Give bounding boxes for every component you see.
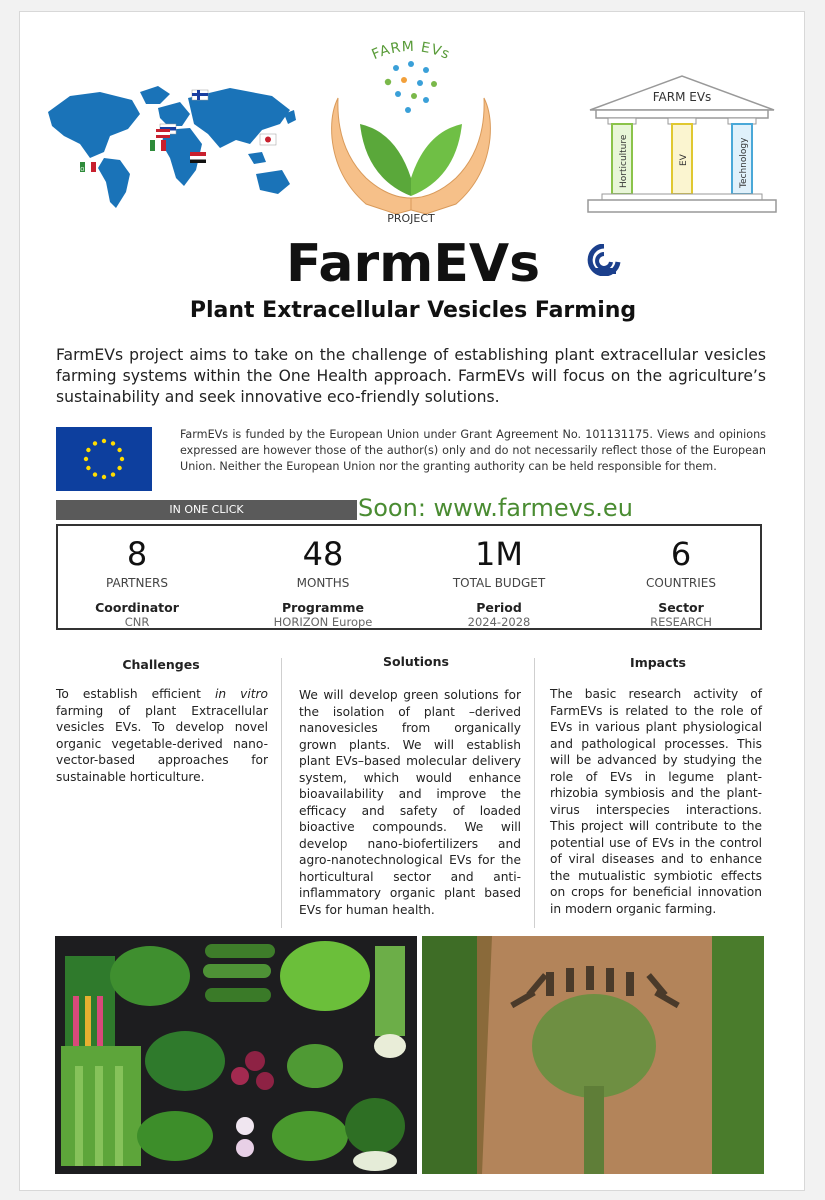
page-title: FarmEVs bbox=[285, 234, 541, 294]
temple-title: FARM EVs bbox=[652, 90, 712, 104]
meta-heading: Coordinator bbox=[95, 600, 179, 615]
stat-budget bbox=[414, 536, 584, 590]
eu-flag-icon bbox=[56, 427, 152, 491]
map-label: ORGOEO bbox=[62, 167, 85, 173]
stat-label: TOTAL BUDGET bbox=[452, 576, 546, 590]
poster-page bbox=[19, 11, 805, 1191]
meta-value: 2024-2028 bbox=[467, 615, 531, 629]
solutions-heading: Solutions bbox=[383, 654, 449, 669]
meta-value: CNR bbox=[124, 615, 150, 629]
intro-paragraph: FarmEVs project aims to take on the challenge of establishing plant extracellular vesicles farming systems within the One Health approach. FarmEVs will focus on the agriculture’s sustainability and seek innovative eco-friendly solutions. bbox=[56, 346, 766, 406]
pillar-technology: Technology bbox=[739, 137, 749, 188]
logo-arc-text: FARM EVs bbox=[369, 38, 453, 64]
logo-project-text: PROJECT bbox=[387, 212, 435, 224]
cnr-logo bbox=[586, 244, 622, 276]
stat-label: PARTNERS bbox=[106, 576, 168, 590]
stat-label: COUNTRIES bbox=[646, 576, 716, 590]
column-divider bbox=[281, 658, 282, 928]
meta-heading: Sector bbox=[658, 600, 704, 615]
stat-value: 1M bbox=[475, 535, 523, 573]
in-one-click-banner: IN ONE CLICK bbox=[56, 500, 357, 520]
impacts-text: The basic research activity of FarmEVs is related to the role of EVs in various plant physiological and pathological processes. This will be advanced by studying the role of EVs in legume plant-rhizobia symbiosis and the plant-virus interspecies interactions. This project will contribute to the potential use of EVs in the control of viral diseases and to enhance the mutualistic symbiotic effects on crops for beneficial innovation in modern organic farming. bbox=[550, 687, 762, 916]
challenges-text-part: farming of plant Extracellular vesicles EVs. To develop novel organic vegetable-derived nano-vector-based approaches for sustainable horticulture. bbox=[56, 703, 268, 784]
world-map-image bbox=[40, 74, 305, 214]
stat-value: 48 bbox=[302, 535, 344, 573]
pillar-horticulture: Horticulture bbox=[619, 134, 629, 188]
challenges-text bbox=[56, 686, 268, 785]
stat-value: 8 bbox=[126, 535, 148, 573]
stat-months bbox=[238, 536, 408, 590]
svg-text:FARM EVs bbox=[369, 39, 452, 63]
stat-partners bbox=[52, 536, 222, 590]
meta-heading: Programme bbox=[282, 600, 364, 615]
farm-evs-logo bbox=[326, 28, 496, 224]
meta-value: HORIZON Europe bbox=[273, 615, 373, 629]
meta-heading: Period bbox=[476, 600, 522, 615]
meta-value: RESEARCH bbox=[650, 615, 712, 629]
challenges-heading: Challenges bbox=[122, 657, 200, 672]
meta-period bbox=[414, 600, 584, 629]
challenges-text-part: To establish efficient bbox=[56, 687, 215, 701]
website-link[interactable]: Soon: www.farmevs.eu bbox=[358, 494, 633, 522]
stat-label: MONTHS bbox=[296, 576, 350, 590]
column-divider bbox=[534, 658, 535, 928]
pillar-ev: EV bbox=[679, 154, 689, 166]
temple-diagram bbox=[584, 74, 780, 216]
challenges-text-italic: in vitro bbox=[215, 687, 268, 701]
vegetables-photo bbox=[55, 936, 417, 1174]
solutions-text: We will develop green solutions for the isolation of plant –derived nanovesicles from organically grown plants. We will establish plant EVs–based molecular delivery system, which would enhance bioavailability and improve the efficacy and safety of loaded bioactive compounds. We will develop nano-biofertilizers and agro-nanotechnological EVs for the horticultural sector and anti-inflammatory organic plant based EVs for human health. bbox=[299, 688, 521, 917]
impacts-heading: Impacts bbox=[630, 655, 686, 670]
meta-programme bbox=[238, 600, 408, 629]
stat-countries bbox=[596, 536, 766, 590]
page-subtitle: Plant Extracellular Vesicles Farming bbox=[189, 298, 637, 323]
meta-coordinator bbox=[52, 600, 222, 629]
aerial-field-photo bbox=[422, 936, 764, 1174]
funding-disclaimer: FarmEVs is funded by the European Union under Grant Agreement No. 101131175. Views and opinions expressed are however those of the author(s) only and do not necessarily reflect those of the European Union. Neither the European Union nor the granting authority can be held responsible for them. bbox=[180, 428, 766, 473]
stats-box bbox=[56, 524, 762, 630]
meta-sector bbox=[596, 600, 766, 629]
stat-value: 6 bbox=[670, 535, 692, 573]
